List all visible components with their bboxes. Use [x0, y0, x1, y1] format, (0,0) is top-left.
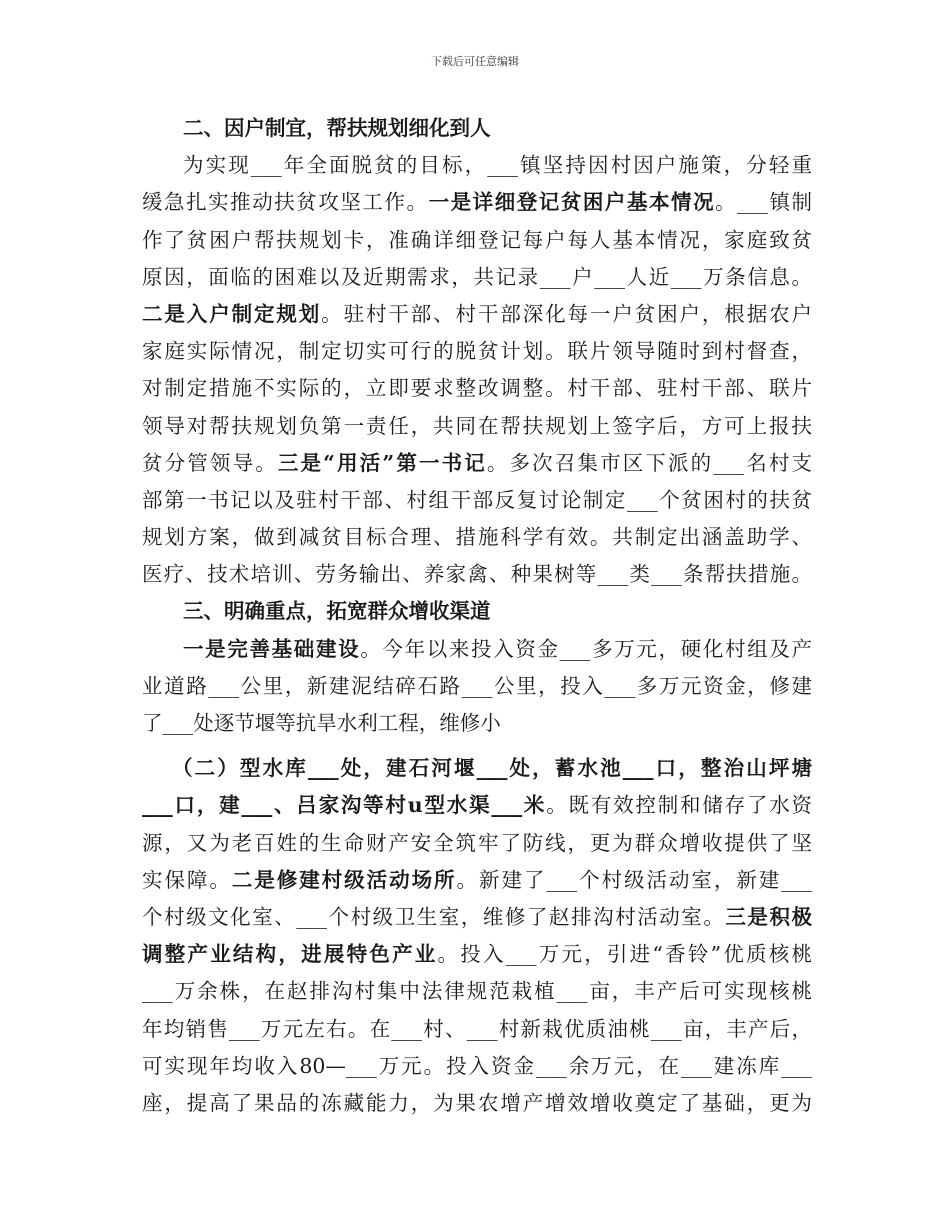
- text-line: [142, 899, 812, 936]
- text-line: [142, 445, 812, 482]
- text-line: [142, 333, 812, 370]
- text-run: 部第一书记以及驻村干部、村组干部反复讨论制定___个贫困村的扶贫: [142, 487, 812, 512]
- page-header: 下载后可任意编辑: [431, 55, 519, 68]
- text-run: 缓急扎实推动扶贫攻坚工作。: [142, 190, 429, 215]
- section-heading-3: 三、明确重点，拓宽群众增收渠道: [183, 599, 491, 624]
- text-run: 为实现___年全面脱贫的目标，___镇坚持因村因户施策，分轻重: [183, 153, 812, 178]
- bold-phrase: ___口，建___、吕家沟等村u型水渠___米: [142, 793, 547, 818]
- text-run: 医疗、技术培训、劳务输出、养家禽、种果树等___类___条帮扶措施。: [142, 562, 812, 587]
- bold-phrase: 一是完善基础建设: [183, 636, 361, 661]
- text-run: 座，提高了果品的冻藏能力，为果农增产增效增收奠定了基础，更为: [142, 1090, 812, 1115]
- text-line: [142, 296, 812, 333]
- text-line: [142, 1048, 812, 1085]
- text-run: 。投入___万元，引进“香铃”优质核桃: [437, 942, 812, 967]
- text-line: [142, 750, 812, 787]
- text-line: [142, 519, 812, 556]
- text-run: 领导对帮扶规划负第一责任，共同在帮扶规划上签字后，方可上报扶: [142, 413, 812, 438]
- bold-phrase: 调整产业结构，进展特色产业: [142, 942, 438, 967]
- bold-phrase: 三是“用活”第一书记: [277, 450, 487, 475]
- text-line: [142, 408, 812, 445]
- text-line: [142, 631, 812, 668]
- text-line: [142, 825, 812, 862]
- text-line: [142, 222, 812, 259]
- text-line: [142, 973, 812, 1010]
- text-run: 。新建了___个村级活动室，新建___: [456, 867, 813, 892]
- document-body: [142, 110, 812, 1122]
- text-run: 个村级文化室、___个村级卫生室，维修了赵排沟村活动室。: [142, 904, 726, 929]
- text-run: 。驻村干部、村干部深化每一户贫困户，根据农户: [321, 301, 812, 326]
- paragraph-2: [142, 631, 812, 743]
- text-run: 家庭实际情况，制定切实可行的脱贫计划。联片领导随时到村督查，: [142, 339, 812, 364]
- bold-phrase: （二）型水库___处，建石河堰___处，蓄水池___口，整治山坪塘: [172, 756, 812, 781]
- section-heading-2: 二、因户制宜，帮扶规划细化到人: [183, 116, 491, 140]
- text-run: 规划方案，做到减贫目标合理、措施科学有效。共制定出涵盖助学、: [142, 525, 812, 550]
- text-line: [142, 147, 812, 184]
- text-run: ___万余株，在赵排沟村集中法律规范栽植___亩，丰产后可实现核桃: [142, 979, 812, 1004]
- text-line: [142, 482, 812, 519]
- text-line: [142, 862, 812, 899]
- text-line: [142, 370, 812, 407]
- text-line: [142, 668, 812, 705]
- text-run: 年均销售___万元左右。在___村、___村新栽优质油桃___亩，丰产后，: [142, 1016, 812, 1041]
- text-line: [142, 184, 812, 221]
- bold-phrase: 二是入户制定规划: [142, 301, 322, 326]
- text-line: [142, 936, 812, 973]
- text-run: 源，又为老百姓的生命财产安全筑牢了防线，更为群众增收提供了坚: [142, 830, 812, 855]
- text-run: 。今年以来投入资金___多万元，硬化村组及产: [360, 636, 813, 661]
- text-line: [142, 705, 812, 742]
- text-line: [142, 1085, 812, 1122]
- text-line: [142, 1011, 812, 1048]
- bold-phrase: 三是积极: [725, 904, 813, 929]
- text-run: 。___镇制: [715, 190, 813, 215]
- text-line: [142, 259, 812, 296]
- text-run: 贫分管领导。: [142, 450, 278, 475]
- paragraph-1: [142, 147, 812, 593]
- text-run: 了___处逐节堰等抗旱水利工程，维修小: [142, 711, 501, 735]
- text-run: 实保障。: [142, 867, 232, 892]
- text-run: 原因，面临的困难以及近期需求，共记录___户___人近___万条信息。: [142, 264, 812, 289]
- text-run: 。既有效控制和储存了水资: [546, 793, 813, 818]
- bold-phrase: 一是详细登记贫困户基本情况: [428, 190, 716, 215]
- text-run: 业道路___公里，新建泥结碎石路___公里，投入___多万元资金，修建: [142, 673, 812, 698]
- text-line: [142, 787, 812, 824]
- bold-phrase: 二是修建村级活动场所: [231, 867, 457, 892]
- text-run: 对制定措施不实际的，立即要求整改调整。村干部、驻村干部、联片: [142, 376, 812, 401]
- text-run: 。多次召集市区下派的___名村支: [486, 450, 813, 475]
- paragraph-3: [142, 750, 812, 1122]
- text-run: 可实现年均收入80—___万元。投入资金___余万元，在___建冻库___: [142, 1053, 812, 1078]
- text-run: 作了贫困户帮扶规划卡，准确详细登记每户每人基本情况，家庭致贫: [142, 227, 812, 252]
- text-line: [142, 556, 812, 593]
